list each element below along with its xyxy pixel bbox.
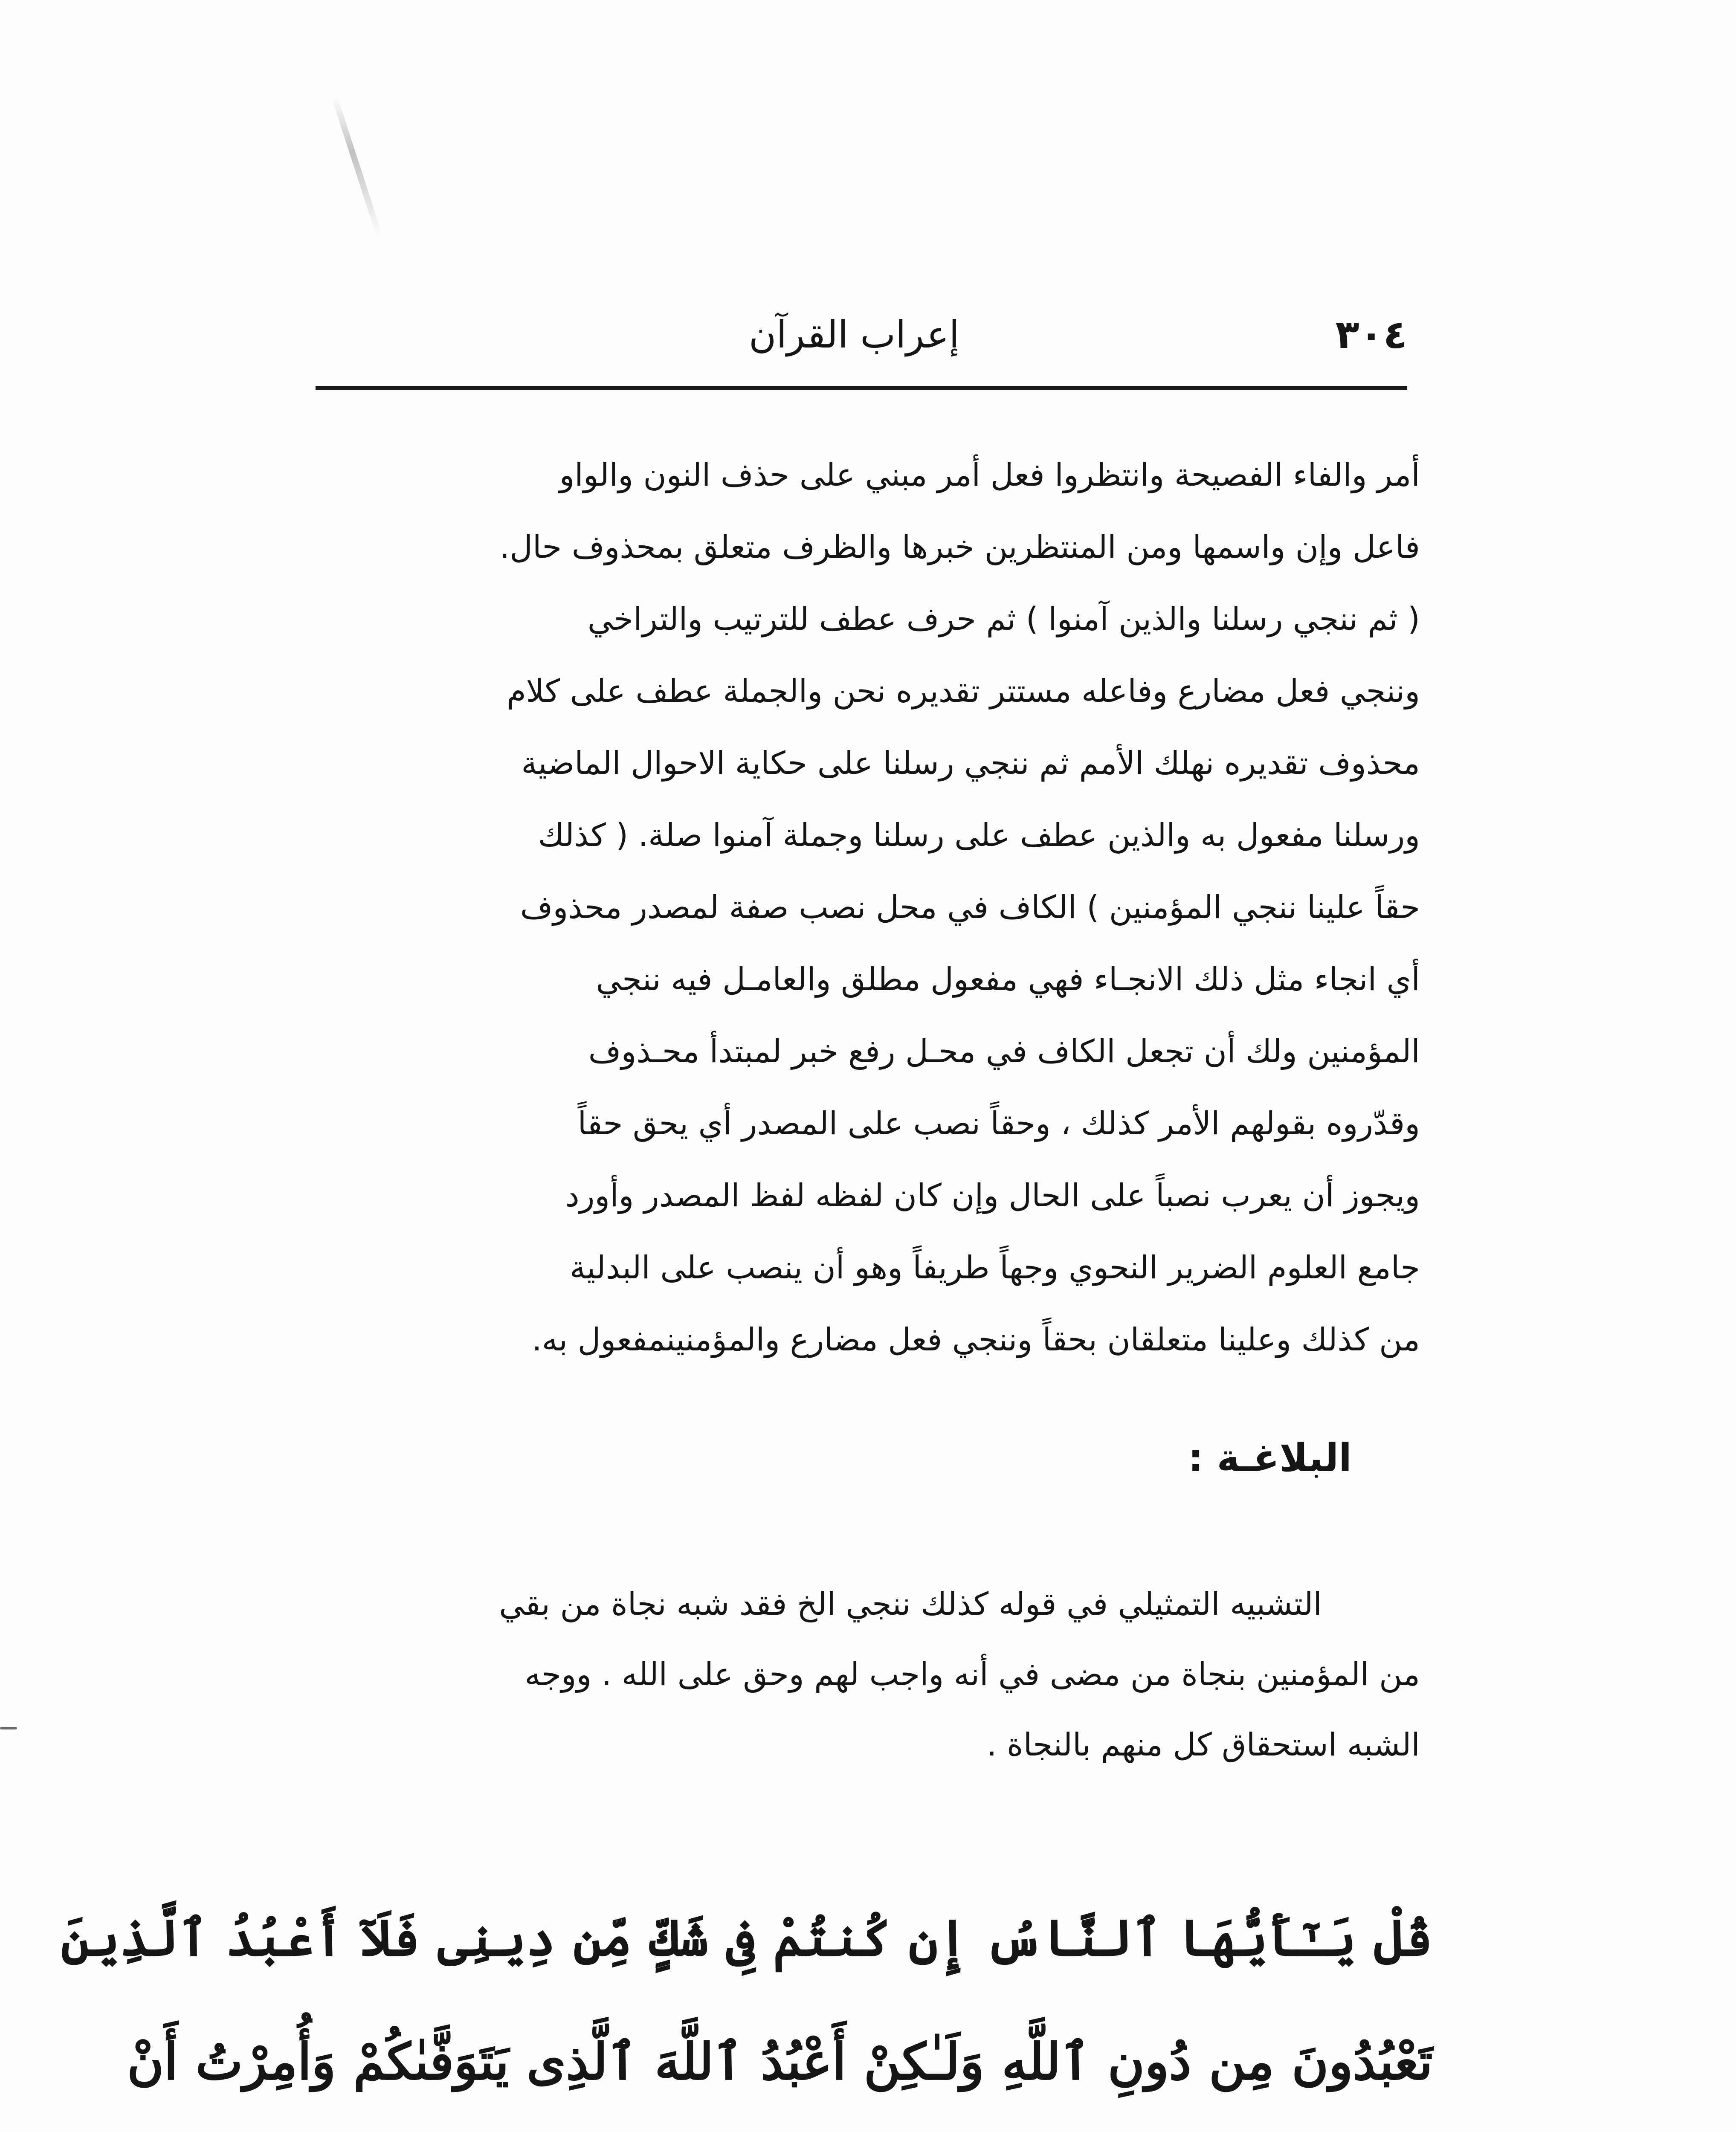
page-edge-mark [0, 1727, 17, 1729]
text-line: محذوف تقديره نهلك الأمم ثم ننجي رسلنا على حكاية الاحوال الماضية [521, 745, 1420, 782]
scan-artifact [332, 96, 382, 236]
text-line: حقاً علينا ننجي المؤمنين ) الكاف في محل نصب صفة لمصدر محذوف [520, 889, 1420, 926]
text-line: من المؤمنين بنجاة من مضى في أنه واجب لهم وحق على الله . ووجه [525, 1656, 1420, 1693]
section-heading: البلاغـة : [1188, 1436, 1352, 1480]
text-line: وننجي فعل مضارع وفاعله مستتر تقديره نحن والجملة عطف على كلام [506, 673, 1420, 710]
rhetoric-paragraph [290, 1569, 1420, 1780]
text-line: الشبه استحقاق كل منهم بالنجاة . [986, 1726, 1420, 1763]
text-line: ورسلنا مفعول به والذين عطف على رسلنا وجملة آمنوا صلة. ( كذلك [538, 817, 1420, 854]
quran-verse [61, 1876, 1433, 2123]
text-line: أي انجاء مثل ذلك الانجـاء فهي مفعول مطلق والعامـل فيه ننجي [596, 961, 1420, 998]
text-line: جامع العلوم الضرير النحوي وجهاً طريفاً وهو أن ينصب على البدلية [569, 1249, 1420, 1286]
grammar-analysis-text [290, 439, 1420, 1376]
text-line: ويجوز أن يعرب نصباً على الحال وإن كان لفظه لفظ المصدر وأورد [565, 1177, 1420, 1214]
running-title: إعراب القرآن [748, 313, 959, 356]
verse-line: تَعْبُدُونَ مِن دُونِ ٱللَّهِ وَلَـٰكِنْ أَعْبُدُ ٱللَّهَ ٱلَّذِى يَتَوَفَّىٰكُمْ وَأُمِرْتُ أَنْ [127, 2032, 1433, 2091]
text-line: التشبيه التمثيلي في قوله كذلك ننجي الخ فقد شبه نجاة من بقي [499, 1586, 1322, 1622]
text-line: وقدّروه بقولهم الأمر كذلك ، وحقاً نصب على المصدر أي يحق حقاً [577, 1105, 1420, 1142]
text-line: أمر والفاء الفصيحة وانتظروا فعل أمر مبني على حذف النون والواو [559, 457, 1420, 493]
text-line: فاعل وإن واسمها ومن المنتظرين خبرها والظرف متعلق بمحذوف حال. [499, 529, 1420, 565]
text-line: ( ثم ننجي رسلنا والذين آمنوا ) ثم حرف عطف للترتيب والتراخي [587, 601, 1420, 637]
page-header [316, 305, 1407, 373]
page-number: ٣٠٤ [1335, 312, 1407, 357]
verse-line: قُلْ يَـٰٓأَيُّهَا ٱلنَّاسُ إِن كُنتُمْ فِى شَكٍّ مِّن دِينِى فَلَآ أَعْبُدُ ٱلَّذِينَ [61, 1908, 1433, 1967]
header-rule [316, 386, 1407, 390]
text-line: المؤمنين ولك أن تجعل الكاف في محـل رفع خبر لمبتدأ محـذوف [588, 1033, 1420, 1070]
text-line: من كذلك وعلينا متعلقان بحقاً وننجي فعل مضارع والمؤمنينمفعول به. [532, 1321, 1420, 1358]
